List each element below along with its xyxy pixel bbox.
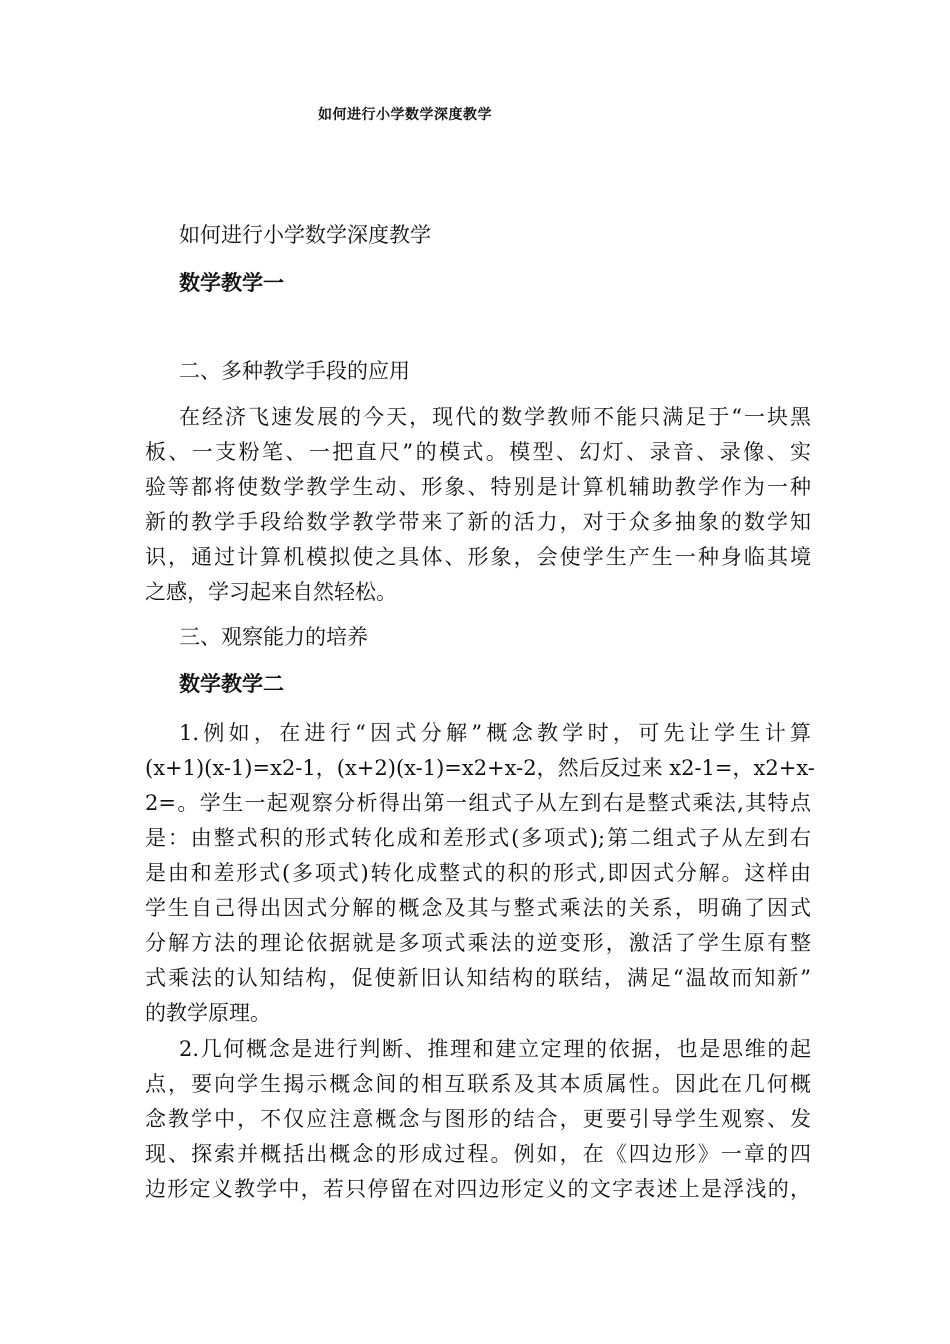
paragraph-line: 式乘法的认知结构，促使新旧认知结构的联结，满足“温故而知新” [145, 966, 811, 990]
paragraph-line: 学生自己得出因式分解的概念及其与整式乘法的关系，明确了因式 [145, 896, 811, 920]
paragraph-line: 识，通过计算机模拟使之具体、形象，会使学生产生一种身临其境 [145, 545, 811, 569]
paragraph-geometry [145, 1032, 811, 1207]
paragraph-line: 点，要向学生揭示概念间的相互联系及其本质属性。因此在几何概 [145, 1072, 811, 1096]
paragraph-line: 板、一支粉笔、一把直尺”的模式。模型、幻灯、录音、录像、实 [145, 440, 811, 464]
section-heading-2: 数学教学二 [179, 672, 284, 696]
document-title-line: 如何进行小学数学深度教学 [179, 223, 431, 247]
paragraph-line: 边形定义教学中，若只停留在对四边形定义的文字表述上是浮浅的， [145, 1177, 811, 1201]
paragraph-teaching-methods [145, 400, 811, 610]
page-header-title: 如何进行小学数学深度教学 [318, 107, 492, 123]
paragraph-factorization [145, 716, 815, 1031]
paragraph-line: 是由和差形式(多项式)转化成整式的积的形式,即因式分解。这样由 [145, 861, 811, 885]
paragraph-line: 新的教学手段给数学教学带来了新的活力，对于众多抽象的数学知 [145, 510, 811, 534]
paragraph-line: 念教学中，不仅应注意概念与图形的结合，更要引导学生观察、发 [145, 1107, 811, 1131]
paragraph-line: 2=。学生一起观察分析得出第一组式子从左到右是整式乘法,其特点 [145, 791, 811, 815]
paragraph-line: 的教学原理。 [145, 1001, 271, 1025]
paragraph-line: 是：由整式积的形式转化成和差形式(多项式);第二组式子从左到右 [145, 826, 811, 850]
paragraph-line: 分解方法的理论依据就是多项式乘法的逆变形，激活了学生原有整 [145, 931, 811, 955]
paragraph-line: (x+1)(x-1)=x2-1，(x+2)(x-1)=x2+x-2，然后反过来 x2-1=，x2+x- [145, 756, 815, 780]
paragraph-line: 验等都将使数学教学生动、形象、特别是计算机辅助教学作为一种 [145, 475, 811, 499]
paragraph-line: 现、探索并概括出概念的形成过程。例如，在《四边形》一章的四 [145, 1142, 811, 1166]
subheading-observation: 三、观察能力的培养 [179, 625, 368, 649]
paragraph-line: 在经济飞速发展的今天，现代的数学教师不能只满足于“一块黑 [179, 405, 811, 429]
paragraph-line: 1.例如，在进行“因式分解”概念教学时，可先让学生计算 [179, 721, 811, 745]
subheading-teaching-methods: 二、多种教学手段的应用 [179, 359, 410, 383]
paragraph-line: 2.几何概念是进行判断、推理和建立定理的依据，也是思维的起 [179, 1037, 811, 1061]
paragraph-line: 之感，学习起来自然轻松。 [145, 580, 397, 604]
section-heading-1: 数学教学一 [179, 271, 284, 295]
